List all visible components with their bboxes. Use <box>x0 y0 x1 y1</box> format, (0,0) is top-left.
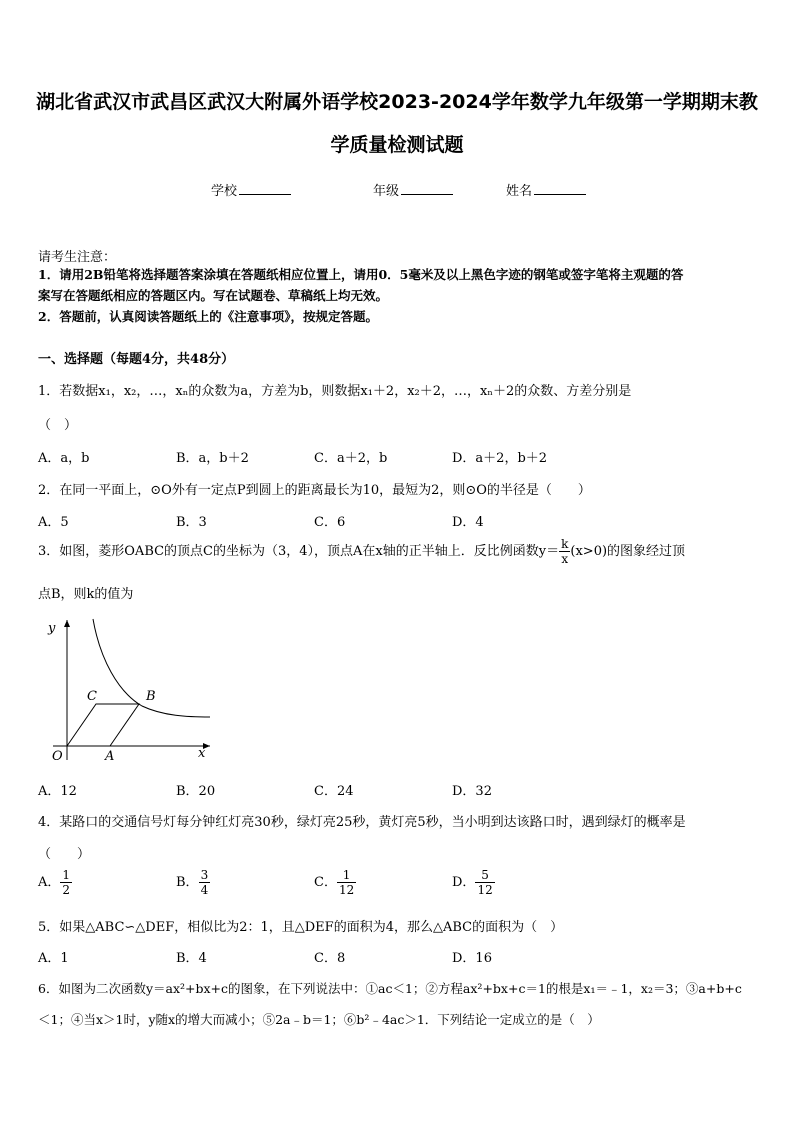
q4-a-fraction <box>60 868 72 897</box>
q4-b-den: 4 <box>200 883 209 897</box>
q6-stem-b: ＜1；④当x＞1时，y随x的增大而减小；⑤2a﹣b＝1；⑥b²﹣4ac＞1．下列结论一定成立的是（ ） <box>38 1012 600 1027</box>
q1-option-d[interactable]: D．a＋2，b＋2 <box>452 451 548 466</box>
q4-a-den: 2 <box>62 883 71 897</box>
grade-field[interactable] <box>373 180 453 199</box>
q3-option-d[interactable]: D．32 <box>452 784 492 799</box>
q1-option-a[interactable]: A．a，b <box>38 451 90 466</box>
notice-item-2: 2．答题前，认真阅读答题纸上的《注意事项》，按规定答题。 <box>38 309 378 324</box>
q1-stem: 1．若数据x₁，x₂，…，xₙ的众数为a，方差为b，则数据x₁＋2，x₂＋2，…，xₙ＋2的众数、方差分别是 <box>38 384 632 399</box>
q4-stem-paren: （ ） <box>38 847 91 862</box>
notice-item-1b: 案写在答题纸相应的答题区内。写在试题卷、草稿纸上均无效。 <box>38 288 389 303</box>
q4-option-a[interactable] <box>38 868 72 897</box>
origin-label: O <box>52 749 63 764</box>
q6-stem: 6．如图为二次函数y＝ax²+bx+c的图象，在下列说法中：①ac＜1；②方程ax²+bx+c＝1的根是x₁＝﹣1，x₂＝3；③a+b+c <box>38 981 742 996</box>
point-c-label: C <box>87 689 97 704</box>
q4-b-label: B． <box>176 875 199 890</box>
q4-b-fraction <box>199 868 211 897</box>
q4-b-num: 3 <box>200 868 209 882</box>
grade-label: 年级 <box>373 184 400 199</box>
title-line-2: 学质量检测试题 <box>330 134 464 156</box>
q5-option-c[interactable]: C．8 <box>314 951 346 966</box>
notice-item-1a: 1．请用2B铅笔将选择题答案涂填在答题纸相应位置上，请用0．5毫米及以上黑色字迹的钢笔或签字笔将主观题的答 <box>38 267 684 282</box>
q4-c-fraction <box>337 868 356 897</box>
q4-a-label: A． <box>38 875 61 890</box>
q5-option-d[interactable]: D．16 <box>452 951 492 966</box>
y-axis-arrow <box>64 620 70 627</box>
q5-option-b[interactable]: B．4 <box>176 951 207 966</box>
q3-option-a[interactable]: A．12 <box>38 784 77 799</box>
name-label: 姓名 <box>506 184 533 199</box>
point-a-label: A <box>105 749 115 764</box>
q4-d-den: 12 <box>477 883 493 897</box>
q2-option-d[interactable]: D．4 <box>452 515 484 530</box>
q2-option-a[interactable]: A．5 <box>38 515 69 530</box>
q5-stem: 5．如果△ABC∽△DEF，相似比为2：1，且△DEF的面积为4，那么△ABC的面积为（ ） <box>38 920 564 935</box>
q4-option-d[interactable] <box>452 868 495 897</box>
q4-c-label: C． <box>314 875 337 890</box>
school-label: 学校 <box>211 184 238 199</box>
q3-stem-b: 点B，则k的值为 <box>38 587 134 602</box>
y-axis-label: y <box>48 621 56 636</box>
q3-option-c[interactable]: C．24 <box>314 784 354 799</box>
title-line-1: 湖北省武汉市武昌区武汉大附属外语学校2023-2024学年数学九年级第一学期期末教 <box>36 91 758 113</box>
q4-d-label: D． <box>452 875 476 890</box>
q4-option-b[interactable] <box>176 868 210 897</box>
q5-option-a[interactable]: A．1 <box>38 951 69 966</box>
q4-d-fraction <box>475 868 494 897</box>
q4-c-den: 12 <box>338 883 355 897</box>
q4-a-num: 1 <box>62 868 71 882</box>
notice-heading: 请考生注意： <box>38 250 117 265</box>
q3-option-b[interactable]: B．20 <box>176 784 216 799</box>
q3-frac-den: x <box>561 552 569 566</box>
x-axis-label: x <box>198 746 206 761</box>
q2-option-c[interactable]: C．6 <box>314 515 346 530</box>
q3-stem <box>38 537 685 566</box>
q3-fraction <box>559 537 570 566</box>
q3-stem-text-2: (x>0)的图象经过顶 <box>570 544 686 559</box>
point-b-label: B <box>146 689 156 704</box>
q3-frac-num: k <box>561 537 569 551</box>
q1-option-b[interactable]: B．a，b＋2 <box>176 451 249 466</box>
q2-option-b[interactable]: B．3 <box>176 515 207 530</box>
section-1-heading: 一、选择题（每题4分，共48分） <box>38 352 235 367</box>
q4-stem: 4．某路口的交通信号灯每分钟红灯亮30秒，绿灯亮25秒，黄灯亮5秒，当小明到达该路口时，遇到绿灯的概率是 <box>38 815 686 830</box>
q1-option-c[interactable]: C．a＋2，b <box>314 451 388 466</box>
q4-c-num: 1 <box>337 868 356 883</box>
q1-stem-paren: （ ） <box>38 418 78 433</box>
name-field[interactable] <box>506 180 586 199</box>
q4-d-num: 5 <box>475 868 494 883</box>
q2-stem: 2．在同一平面上，⊙O外有一定点P到圆上的距离最长为10，最短为2，则⊙O的半径是（ ） <box>38 483 591 498</box>
q4-option-c[interactable] <box>314 868 356 897</box>
school-field[interactable] <box>211 180 291 199</box>
q3-stem-text: 3．如图，菱形OABC的顶点C的坐标为（3，4），顶点A在x轴的正半轴上．反比例函数y＝ <box>38 544 560 559</box>
q3-figure <box>38 614 218 764</box>
rhombus-oabc <box>67 704 139 746</box>
